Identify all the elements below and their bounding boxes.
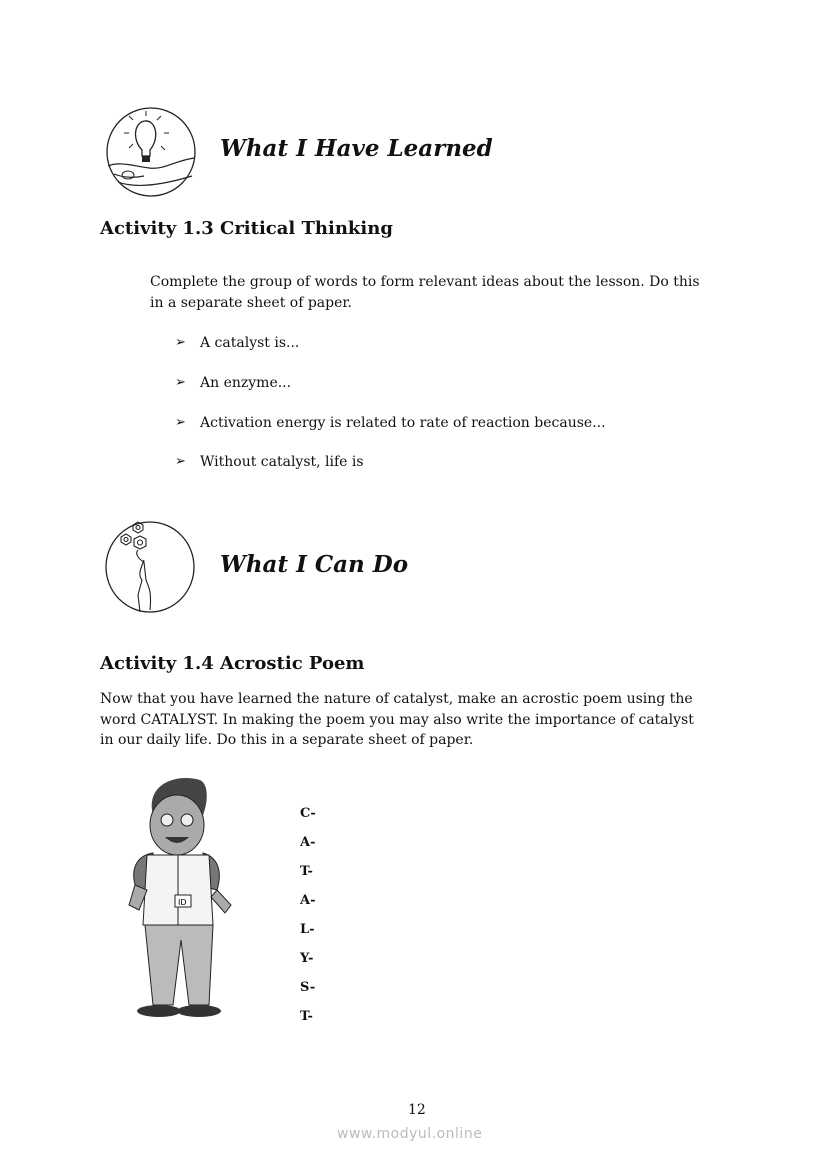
activity-1-4-instructions (100, 689, 694, 751)
watermark: www.modyul.online (337, 1126, 483, 1142)
acrostic-letter: S- (300, 980, 316, 995)
acrostic-letter: T- (300, 864, 313, 879)
page-number: 12 (408, 1102, 426, 1118)
arrow-bullet-icon: ➢ (175, 415, 186, 430)
acrostic-letter: A- (300, 835, 316, 850)
activity-1-4-heading: Activity 1.4 Acrostic Poem (100, 653, 365, 674)
acrostic-letter: Y- (300, 951, 314, 966)
lightbulb-hand-icon (104, 106, 198, 198)
activity-1-3-instructions (150, 272, 700, 313)
arrow-bullet-icon: ➢ (175, 375, 186, 390)
instruction-line: in our daily life. Do this in a separate sheet of paper. (100, 732, 474, 748)
instruction-line: Complete the group of words to form relevant ideas about the lesson. Do this (150, 274, 700, 290)
list-item-text: A catalyst is... (200, 335, 300, 351)
arrow-bullet-icon: ➢ (175, 454, 186, 469)
activity-1-3-heading: Activity 1.3 Critical Thinking (100, 218, 393, 239)
acrostic-letter: T- (300, 1009, 313, 1024)
acrostic-letter: C- (300, 806, 316, 821)
id-badge-label: ID (178, 898, 187, 907)
section-title-what-i-can-do: What I Can Do (220, 551, 409, 578)
list-item-text: Activation energy is related to rate of reaction because... (200, 415, 606, 431)
list-item-text: An enzyme... (200, 375, 292, 391)
instruction-line: in a separate sheet of paper. (150, 294, 352, 311)
list-item (175, 335, 300, 351)
acrostic-letter: A- (300, 893, 316, 908)
instruction-line: word CATALYST. In making the poem you may also write the importance of catalyst (100, 711, 694, 728)
list-item (175, 375, 292, 391)
list-item (175, 454, 364, 470)
hand-gears-icon (104, 520, 196, 614)
list-item (175, 415, 606, 431)
section-title-what-i-have-learned: What I Have Learned (220, 135, 493, 162)
student-illustration (125, 775, 240, 1025)
acrostic-letter: L- (300, 922, 315, 937)
arrow-bullet-icon: ➢ (175, 335, 186, 350)
instruction-line: Now that you have learned the nature of catalyst, make an acrostic poem using the (100, 691, 693, 707)
list-item-text: Without catalyst, life is (200, 454, 364, 470)
